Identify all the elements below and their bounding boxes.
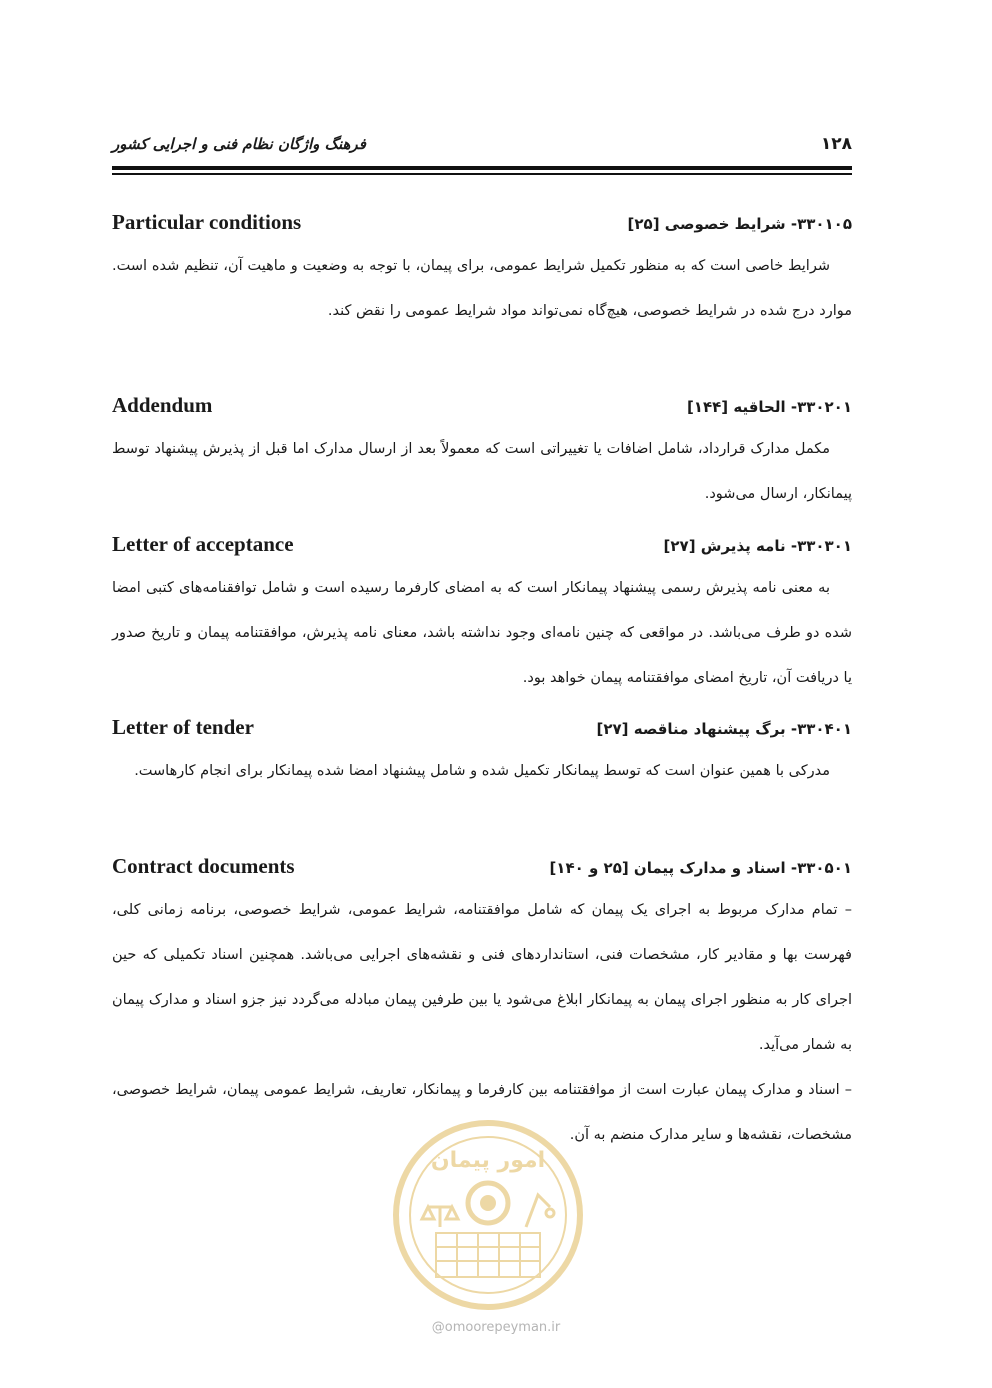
entry-definition: – اسناد و مدارک پیمان عبارت است از موافقتنامه بین کارفرما و پیمانکار، تعاریف، شرایط عمومی پیمان، شرایط خصوصی، مشخصات، نقشه‌ها و سایر مدارک منضم به آن. [112,1082,852,1143]
persian-term: ۳۳۰۳۰۱- نامه پذیرش [۲۷] [663,537,852,555]
glossary-entry [112,210,852,334]
entry-heading [112,854,852,888]
persian-term: ۳۳۰۴۰۱- برگ پیشنهاد مناقصه [۲۷] [596,720,852,738]
english-term: Letter of acceptance [112,532,294,556]
persian-term: ۳۳۰۵۰۱- اسناد و مدارک پیمان [۲۵ و ۱۴۰] [549,859,852,877]
watermark-url: @omoorepeyman.ir [431,1320,561,1335]
english-term: Addendum [112,393,213,417]
entry-heading [112,393,852,427]
entry-definition: – تمام مدارک مربوط به اجرای یک پیمان که شامل موافقتنامه، شرایط عمومی، شرایط خصوصی، برنامه زمانی کلی، فهرست بها و مقادیر کار، مشخصات فنی، استانداردهای فنی و نقشه‌های اجرایی می‌باشد. همچنین اسناد تکمیلی که حین اجرای کار به منظور اجرای پیمان به پیمانکار ابلاغ می‌شود یا بین طرفین پیمان مبادله می‌گردد نیز جزو اسناد و مدارک پیمان به شمار می‌آید. [112,902,852,1053]
book-title: فرهنگ واژگان نظام فنی و اجرایی کشور [112,135,366,153]
scale-icon [422,1207,458,1227]
seal-text: امور پیمان [430,1148,546,1173]
glossary-entry [112,854,852,1158]
entry-definition: مدرکی با همین عنوان است که توسط پیمانکار تکمیل شده و شامل پیشنهاد امضا شده پیمانکار برای انجام کارهاست. [134,763,830,779]
header-rule-thin [112,173,852,175]
entry-heading [112,715,852,749]
english-term: Particular conditions [112,210,302,234]
page-header [112,128,852,160]
gear-icon [468,1183,508,1223]
brick-wall-icon [436,1233,540,1277]
entry-definition: مکمل مدارک قرارداد، شامل اضافات یا تغییراتی است که معمولاً بعد از ارسال مدارک اما قبل از پذیرش پیشنهاد توسط پیمانکار، ارسال می‌شود. [112,441,852,502]
entry-heading [112,210,852,244]
header-rule-thick [112,166,852,170]
glossary-entry [112,715,852,794]
english-term: Contract documents [112,854,295,878]
persian-term: ۳۳۰۱۰۵- شرایط خصوصی [۲۵] [627,215,852,233]
entry-definition: به معنی نامه پذیرش رسمی پیشنهاد پیمانکار است که به امضای کارفرما رسیده است و شامل توافقنامه‌های کتبی امضا شده دو طرف می‌باشد. در مواقعی که چنین نامه‌ای وجود نداشته باشد، معنای نامه پذیرش، موافقتنامه پیمان و تاریخ صدور یا دریافت آن، تاریخ امضای موافقتنامه پیمان خواهد بود. [112,580,852,686]
glossary-entry [112,532,852,701]
glossary-entry [112,393,852,517]
persian-term: ۳۳۰۲۰۱- الحاقیه [۱۴۴] [686,398,852,416]
crane-icon [526,1195,554,1227]
watermark-seal-logo [388,1115,588,1315]
entry-heading [112,532,852,566]
entry-definition: شرایط خاصی است که به منظور تکمیل شرایط عمومی، برای پیمان، با توجه به وضعیت و ماهیت آن، تنظیم شده است. موارد درج شده در شرایط خصوصی، هیچ‌گاه نمی‌تواند مواد شرایط عمومی را نقض کند. [112,258,852,319]
english-term: Letter of tender [112,715,254,739]
page-number: ۱۲۸ [820,134,852,154]
